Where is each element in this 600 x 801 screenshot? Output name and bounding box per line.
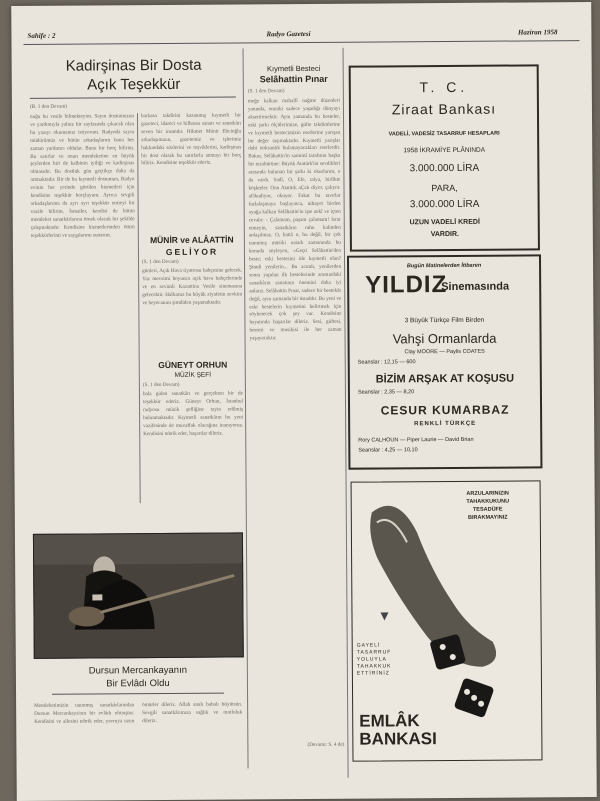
ad-line: Bugün Matinelerden İtibaren <box>406 262 482 270</box>
ad-amount: 3.000.000 LİRA <box>409 162 480 175</box>
title-underline <box>30 96 236 98</box>
ad-line: 3 Büyük Türkçe Film Birden <box>404 316 485 325</box>
ad-line: TESADÜFE <box>472 506 503 513</box>
ad-line: T. C. <box>419 78 469 96</box>
newspaper-page <box>11 2 597 801</box>
continued-ref: (S. 1 den Devam) <box>142 258 179 266</box>
section-title: GÜNEYT ORHUN <box>158 359 228 371</box>
film-title: Vahşi Ormanlarda <box>392 330 497 347</box>
ad-line: UZUN VADELİ KREDİ <box>409 218 480 227</box>
musician-photo <box>33 532 244 658</box>
section-title: GELİYOR <box>165 246 219 257</box>
article-body: bala giden sanatkârı ve gerçekten bir de teşekkür ederiz. Güneyt Orhun, İstanbul radyosu müzik şefliğine tayin edilmiş bulunmaktadır. Kıymetli sanatkârın bu yeni vazifesinde de muvaffak olacağına inanıyoruz. Kendisini tebrik eder, başarılar dileriz. <box>142 390 244 437</box>
ad-line: BIRAKMAYINIZ <box>468 514 508 521</box>
showtimes: Seanslar : 2,35 — 8,20 <box>357 389 415 396</box>
continued-ref: (B. 1 den Devam) <box>29 103 68 110</box>
photo-caption: Bir Evlâdı Oldu <box>106 677 170 690</box>
article-body: nuğu bu vesile bilmekteyim. Sayın dostumuzun ve yardımıyla yalnız bir sayfasında çıkacak olan bu yazıyı okumanızı istiyorum. Radyoda sayın müdürümüz ve bütün arkadaşlarım bana her zaman yardımcı oldular. Bunu bir borç bilirim. Bu satırlar ve onun memleketine en büyük şeylerden biri de kalbinin iyiliği ve kadirşinas olmasıdır. Bu dostluk gün geçtikçe daha da artmaktadır. Bir de bu kıymetli dostumun, Radyo evinin her yerinde görülen hizmetleri için kendisine teşekkür borçluyum. Ayrıca sevgili arkadaşlarıma da ayrı ayrı teşekkür etmeyi bir vazife bilirim. İsmailer, kendisi de bütün memleket sanatkârlarına örnek olacak bir şekilde çalışmaktadır. Kendisine hizmetlerinden ötürü teşekkürlerimi ve saygılarımı sunarım. <box>29 113 135 239</box>
film-cast: Rory CALHOUN — Piper Laurie — David Brian <box>358 436 474 444</box>
ad-line: TAHAKKUKUNU <box>466 498 510 505</box>
section-subtitle: MÜZİK ŞEFİ <box>174 371 212 379</box>
ziraat-bank-ad <box>349 64 540 251</box>
article-title: Açık Teşekkür <box>87 75 181 94</box>
section-kicker: Kıymetli Besteci <box>266 63 321 74</box>
column-divider <box>137 113 141 503</box>
film-title: BİZİM ARŞAK AT KOŞUSU <box>375 372 515 386</box>
film-cast: Clay MOORE — Paylis COATES <box>404 348 485 356</box>
article-body: meğe kalkan mahallî nağme düzenleri yanında, onunki sadece yaşadığı dünyayı aksettirmektir. Aynı zamanda bu besteler, eski şarkı ölçülerimize, güfte takdimlerine ve kıymetli bestecimizin eserlerine yarışan bir değer taşımaktadır. Kıymetli yarışlar dahi noksanlık bulamayacakları eserlerdir. Bakın, Selâhattin'in samimî tarafının başka bir tezahürüne: Büyük Atatürk'ün sevdikleri arasında bulunan bir şarkı ki okurlarım, o da vardı. Sadî, O, Efe, talya, birlikte köşkteler. Onu Atatürk aÇalı diyor, çalıyor. aOkudiyor, okuyor. Fakat bu tavırlar fazlalaşmaya başlayınca, nihayet birden ayağa kalkan Selâhattin'in işte zekî ve içten cevabı: - Çalamam, paşam çalamam! Israr etmeyin, sanatkârın ruhu kalinden anlaşılmaz. O, hattâ o, bu değil, bir çok tanınmış müsiki ustadı zamanında bu konuda söyleyen, «Geçti Selâhattin'den beste; eski bestesini ide kıymetli olan? Şimdi yenilerin... Bu acımlı, yenilerden sonra yapılan ilk bestelerinde aramızdaki sanatkârın sanatının önemini daha iyi anlarız. Selâhattin Pınar, sadece bir bestekâr değil, aynı zamanda bir üstaddır. Bu yeni ve eski bestelerin kıymetini belirtmek için söylenecek çok şey var. Kendisine hayatında başarılar dileriz. Sesi, güftesi, bestesi ve musikisi ile her zaman yaşayacaktır. <box>247 97 342 342</box>
cinema-name: YILDIZ <box>365 270 448 299</box>
ad-bank-name-line: EMLÂK <box>359 711 420 731</box>
article-title: Kadirşinas Bir Dosta <box>65 56 202 75</box>
ad-line: VADELİ, VADESİZ TASARRUF HESAPLARI <box>388 130 500 138</box>
continued-ref: (S. 1 den Devam) <box>142 381 180 389</box>
emlak-bank-ad <box>351 480 543 761</box>
showtimes: Seanslar : 4,25 — 10,10 <box>358 447 418 454</box>
section-title: Selâhattin Pınar <box>259 73 328 85</box>
section-title: MÜNİR ve ALÂATTİN <box>150 234 234 246</box>
ad-line: ARZULARINIZIN <box>466 490 509 497</box>
ad-bank-name-line: BANKASI <box>359 729 437 749</box>
film-subtitle: RENKLİ TÜRKÇE <box>414 420 477 428</box>
article-body: günleri, Açık Hava tiyatrosu bahçesine gelecek. Yaz mevsimi boyunca açık hava bahçelerinde ve en sevimli Karantina Vesile sinemasına gelecektir. Halkımız bu büyük ziyafetin zevkini ve heyecanını şimdiden yaşamaktadır. <box>142 267 243 306</box>
ad-side-text: GAYELİ TASARRUF YOLUYLA TAHAKKUK ETTİRİNİZ <box>356 642 392 677</box>
article-body: barkasa takdirini kazanmış kıymetli bir gazeteci, idareci ve bilhassa sanatı ve sanatkârı seven bir insandır. Hikmet Münir Ebcioğlu arkadaşımızın, gazetemiz ve işlerimiz hakkındaki sözlerini ve teşviklerini, kadirşinas bir dost olarak bu satırlarla anmayı bir borç biliriz. Kendisine teşekkür ederiz. <box>140 112 242 167</box>
article-body: Memleketimizin tanınmış sanatkârlarından Dursun Mercankaya'nın bir evlâdı olmuştur. Kendisini ve ailesini tebrik eder, yavruya uzun ömürler dileriz. Allah analı babalı büyütsün. Sevgili sanatkârımıza sağlık ve mutluluk dileriz. <box>34 701 243 725</box>
header-rule <box>23 40 579 45</box>
ad-bank-name: Ziraat Bankası <box>391 100 497 118</box>
ad-line: VARDIR. <box>430 230 459 239</box>
showtimes: Seanslar : 12,15 — 600 <box>357 359 416 366</box>
caption-underline <box>52 693 224 695</box>
issue-date: Haziran 1958 <box>517 28 558 37</box>
ad-amount: 3.000.000 LİRA <box>409 198 480 211</box>
saz-player-image <box>34 533 243 657</box>
film-title: CESUR KUMARBAZ <box>380 402 510 418</box>
continued-ref: (Devamı: S. 4 de) <box>307 741 345 748</box>
ad-line: 1958 İKRAMİYE PLÂNINDA <box>403 146 486 155</box>
paper-name: Radyo Gazetesi <box>266 29 311 39</box>
photo-caption: Dursun Mercankayanın <box>88 664 188 677</box>
continued-ref: (S. 1 den Devam) <box>247 88 285 95</box>
yildiz-cinema-ad <box>347 254 542 469</box>
ad-bank-name <box>359 712 437 749</box>
cinema-suffix: Sinemasında <box>441 280 510 294</box>
page-number: Sahife : 2 <box>27 31 56 40</box>
ad-line: PARA, <box>431 182 458 194</box>
